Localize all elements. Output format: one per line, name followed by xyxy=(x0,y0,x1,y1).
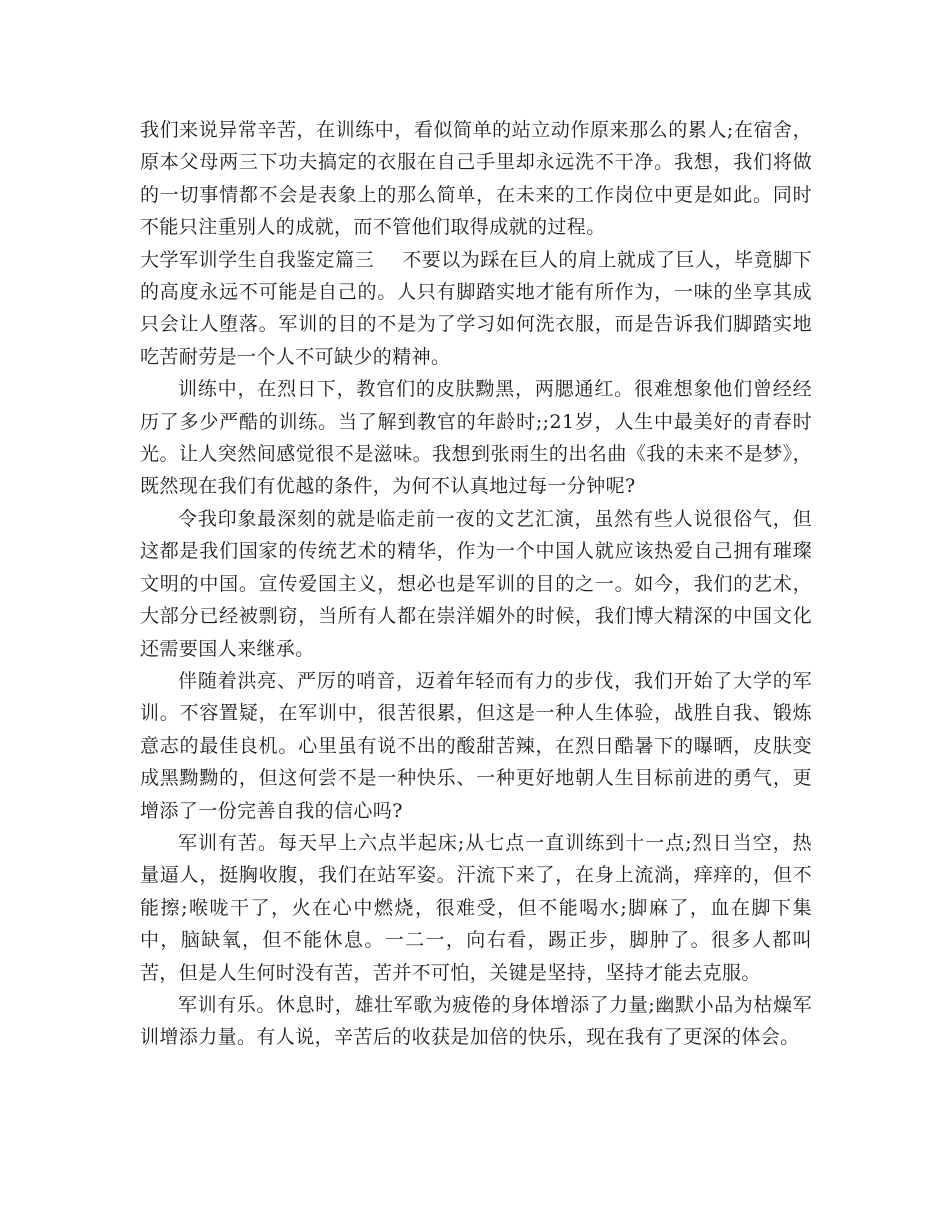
paragraph-5-text: 伴随着洪亮、严厉的哨音，迈着年轻而有力的步伐，我们开始了大学的军训。不容置疑，在军训中，很苦很累，但这是一种人生体验，战胜自我、锻炼意志的最佳良机。心里虽有说不出的酸甜苦辣，在烈日酷暑下的曝晒，皮肤变成黑黝黝的，但这何尝不是一种快乐、一种更好地朝人生目标前进的勇气，更增添了一份完善自我的信心吗? xyxy=(140,669,812,822)
paragraph-1-text: 我们来说异常辛苦，在训练中，看似简单的站立动作原来那么的累人;在宿舍，原本父母两三下功夫搞定的衣服在自己手里却永远洗不干净。我想，我们将做的一切事情都不会是表象上的那么简单，在未来的工作岗位中更是如此。同时不能只注重别人的成就，而不管他们取得成就的过程。 xyxy=(140,119,812,239)
paragraph-1 xyxy=(140,114,812,244)
document-page xyxy=(140,114,812,1054)
paragraph-3-text: 训练中，在烈日下，教官们的皮肤黝黑，两腮通红。很难想象他们曾经经历了多少严酷的训练。当了解到教官的年龄时;;21岁，人生中最美好的青春时光。让人突然间感觉很不是滋味。我想到张雨生的出名曲《我的未来不是梦》，既然现在我们有优越的条件，为何不认真地过每一分钟呢? xyxy=(140,378,812,498)
section-heading: 大学军训学生自我鉴定篇三 xyxy=(140,248,375,271)
paragraph-7-text: 军训有乐。休息时，雄壮军歌为疲倦的身体增添了力量;幽默小品为枯燥军训增添力量。有人说，辛苦后的收获是加倍的快乐，现在我有了更深的体会。 xyxy=(140,993,812,1049)
paragraph-5 xyxy=(140,665,812,827)
paragraph-3 xyxy=(140,373,812,503)
paragraph-4-text: 令我印象最深刻的就是临走前一夜的文艺汇演，虽然有些人说很俗气，但这都是我们国家的传统艺术的精华，作为一个中国人就应该热爱自己拥有璀璨文明的中国。宣传爱国主义，想必也是军训的目的之一。如今，我们的艺术，大部分已经被剽窃，当所有人都在崇洋媚外的时候，我们博大精深的中国文化还需要国人来继承。 xyxy=(140,507,812,660)
paragraph-2 xyxy=(140,244,812,374)
paragraph-6-text: 军训有苦。每天早上六点半起床;从七点一直训练到十一点;烈日当空，热量逼人，挺胸收腹，我们在站军姿。汗流下来了，在身上流淌，痒痒的，但不能擦;喉咙干了，火在心中燃烧，很难受，但不能喝水;脚麻了，血在脚下集中，脑缺氧，但不能休息。一二一，向右看，踢正步，脚肿了。很多人都叫苦，但是人生何时没有苦，苦并不可怕，关键是坚持，坚持才能去克服。 xyxy=(140,831,812,984)
paragraph-6 xyxy=(140,827,812,989)
paragraph-4 xyxy=(140,503,812,665)
paragraph-7 xyxy=(140,989,812,1054)
paragraph-2-text: 不要以为踩在巨人的肩上就成了巨人，毕竟脚下的高度永远不可能是自己的。人只有脚踏实地才能有所作为，一味的坐享其成只会让人堕落。军训的目的不是为了学习如何洗衣服，而是告诉我们脚踏实地吃苦耐劳是一个人不可缺少的精神。 xyxy=(140,248,812,368)
